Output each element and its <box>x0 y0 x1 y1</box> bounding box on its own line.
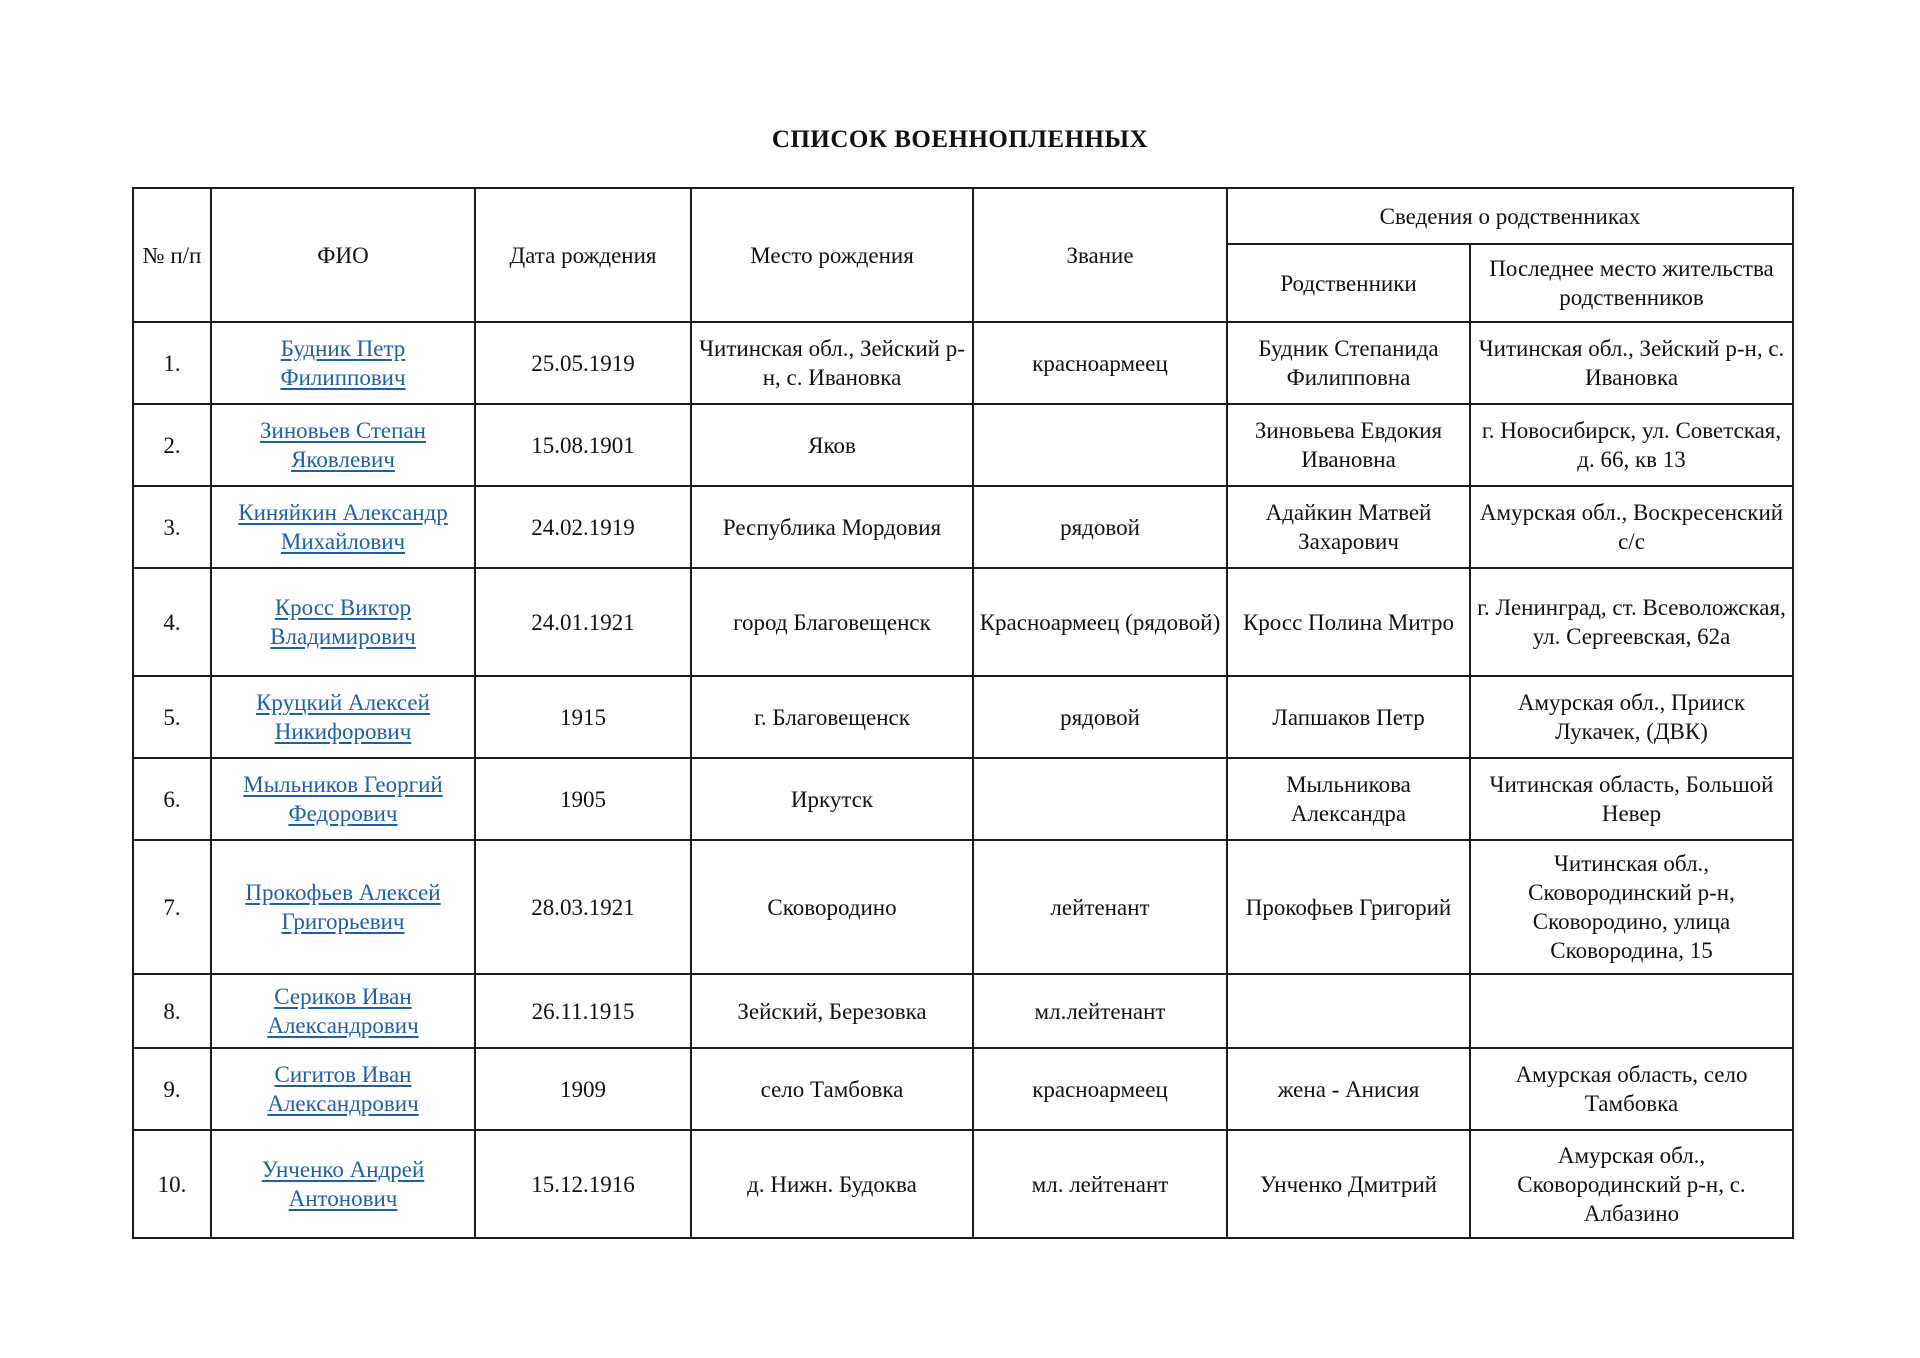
fio-link[interactable]: Мыльников Георгий Федорович <box>243 772 443 826</box>
fio-link[interactable]: Киняйкин Александр Михайлович <box>238 500 448 554</box>
rank-cell: лейтенант <box>973 840 1227 974</box>
header-birth-place: Место рождения <box>691 188 973 322</box>
table-row <box>133 1130 1793 1238</box>
fio-cell <box>211 676 475 758</box>
table-row <box>133 676 1793 758</box>
birth-place-cell: Читинская обл., Зейский р-н, с. Ивановка <box>691 322 973 404</box>
fio-cell <box>211 758 475 840</box>
birth-place-cell: д. Нижн. Будоква <box>691 1130 973 1238</box>
birth-date-cell: 1905 <box>475 758 691 840</box>
table-row <box>133 322 1793 404</box>
residence-cell: Читинская обл., Зейский р-н, с. Ивановка <box>1470 322 1793 404</box>
birth-date-cell: 28.03.1921 <box>475 840 691 974</box>
header-rank: Звание <box>973 188 1227 322</box>
birth-date-cell: 26.11.1915 <box>475 974 691 1048</box>
residence-cell: Амурская обл., Воскресенский с/с <box>1470 486 1793 568</box>
birth-place-cell: г. Благовещенск <box>691 676 973 758</box>
residence-cell: г. Новосибирск, ул. Советская, д. 66, кв 13 <box>1470 404 1793 486</box>
fio-cell <box>211 1048 475 1130</box>
fio-link[interactable]: Сериков Иван Александрович <box>267 984 419 1038</box>
header-fio: ФИО <box>211 188 475 322</box>
header-relatives-residence: Последнее место жительства родственников <box>1470 244 1793 322</box>
birth-place-cell: село Тамбовка <box>691 1048 973 1130</box>
relatives-cell: жена - Анисия <box>1227 1048 1470 1130</box>
birth-date-cell: 15.12.1916 <box>475 1130 691 1238</box>
birth-place-cell: Республика Мордовия <box>691 486 973 568</box>
fio-cell <box>211 322 475 404</box>
fio-cell <box>211 404 475 486</box>
table-row <box>133 840 1793 974</box>
header-relatives: Родственники <box>1227 244 1470 322</box>
birth-date-cell: 24.01.1921 <box>475 568 691 676</box>
relatives-cell: Прокофьев Григорий <box>1227 840 1470 974</box>
birth-date-cell: 1915 <box>475 676 691 758</box>
table-body <box>133 322 1793 1238</box>
birth-date-cell: 1909 <box>475 1048 691 1130</box>
table-row <box>133 568 1793 676</box>
birth-place-cell: Сковородино <box>691 840 973 974</box>
residence-cell: Читинская обл., Сковородинский р-н, Сковородино, улица Сковородина, 15 <box>1470 840 1793 974</box>
row-number: 4. <box>133 568 211 676</box>
birth-place-cell: Яков <box>691 404 973 486</box>
fio-link[interactable]: Кросс Виктор Владимирович <box>270 595 416 649</box>
rank-cell: мл. лейтенант <box>973 1130 1227 1238</box>
row-number: 7. <box>133 840 211 974</box>
residence-cell: г. Ленинград, ст. Всеволожская, ул. Сергеевская, 62а <box>1470 568 1793 676</box>
relatives-cell: Адайкин Матвей Захарович <box>1227 486 1470 568</box>
birth-date-cell: 25.05.1919 <box>475 322 691 404</box>
rank-cell <box>973 404 1227 486</box>
fio-link[interactable]: Будник Петр Филиппович <box>280 336 406 390</box>
row-number: 3. <box>133 486 211 568</box>
residence-cell: Амурская область, село Тамбовка <box>1470 1048 1793 1130</box>
fio-link[interactable]: Круцкий Алексей Никифорович <box>256 690 430 744</box>
fio-link[interactable]: Прокофьев Алексей Григорьевич <box>245 880 441 934</box>
rank-cell: рядовой <box>973 486 1227 568</box>
table-header <box>133 188 1793 322</box>
birth-place-cell: Зейский, Березовка <box>691 974 973 1048</box>
relatives-cell: Лапшаков Петр <box>1227 676 1470 758</box>
fio-cell <box>211 1130 475 1238</box>
residence-cell: Читинская область, Большой Невер <box>1470 758 1793 840</box>
table-row <box>133 974 1793 1048</box>
relatives-cell: Будник Степанида Филипповна <box>1227 322 1470 404</box>
fio-link[interactable]: Сигитов Иван Александрович <box>267 1062 419 1116</box>
fio-cell <box>211 568 475 676</box>
fio-cell <box>211 486 475 568</box>
rank-cell <box>973 758 1227 840</box>
prisoners-table <box>132 187 1794 1239</box>
row-number: 2. <box>133 404 211 486</box>
fio-cell <box>211 974 475 1048</box>
birth-place-cell: Иркутск <box>691 758 973 840</box>
table-row <box>133 1048 1793 1130</box>
rank-cell: красноармеец <box>973 1048 1227 1130</box>
table-row <box>133 486 1793 568</box>
row-number: 5. <box>133 676 211 758</box>
table-row <box>133 758 1793 840</box>
row-number: 6. <box>133 758 211 840</box>
birth-date-cell: 15.08.1901 <box>475 404 691 486</box>
relatives-cell: Мыльникова Александра <box>1227 758 1470 840</box>
page-title: СПИСОК ВОЕННОПЛЕННЫХ <box>771 126 1149 153</box>
rank-cell: мл.лейтенант <box>973 974 1227 1048</box>
rank-cell: красноармеец <box>973 322 1227 404</box>
birth-date-cell: 24.02.1919 <box>475 486 691 568</box>
fio-link[interactable]: Унченко Андрей Антонович <box>261 1157 425 1211</box>
row-number: 8. <box>133 974 211 1048</box>
relatives-cell <box>1227 974 1470 1048</box>
relatives-cell: Зиновьева Евдокия Ивановна <box>1227 404 1470 486</box>
fio-link[interactable]: Зиновьев Степан Яковлевич <box>260 418 426 472</box>
rank-cell: Красноармеец (рядовой) <box>973 568 1227 676</box>
row-number: 9. <box>133 1048 211 1130</box>
rank-cell: рядовой <box>973 676 1227 758</box>
header-relatives-group: Сведения о родственниках <box>1227 188 1793 244</box>
header-birth-date: Дата рождения <box>475 188 691 322</box>
fio-cell <box>211 840 475 974</box>
relatives-cell: Унченко Дмитрий <box>1227 1130 1470 1238</box>
row-number: 1. <box>133 322 211 404</box>
relatives-cell: Кросс Полина Митро <box>1227 568 1470 676</box>
residence-cell: Амурская обл., Прииск Лукачек, (ДВК) <box>1470 676 1793 758</box>
residence-cell: Амурская обл., Сковородинский р-н, с. Албазино <box>1470 1130 1793 1238</box>
birth-place-cell: город Благовещенск <box>691 568 973 676</box>
table-row <box>133 404 1793 486</box>
header-num: № п/п <box>133 188 211 322</box>
row-number: 10. <box>133 1130 211 1238</box>
residence-cell <box>1470 974 1793 1048</box>
